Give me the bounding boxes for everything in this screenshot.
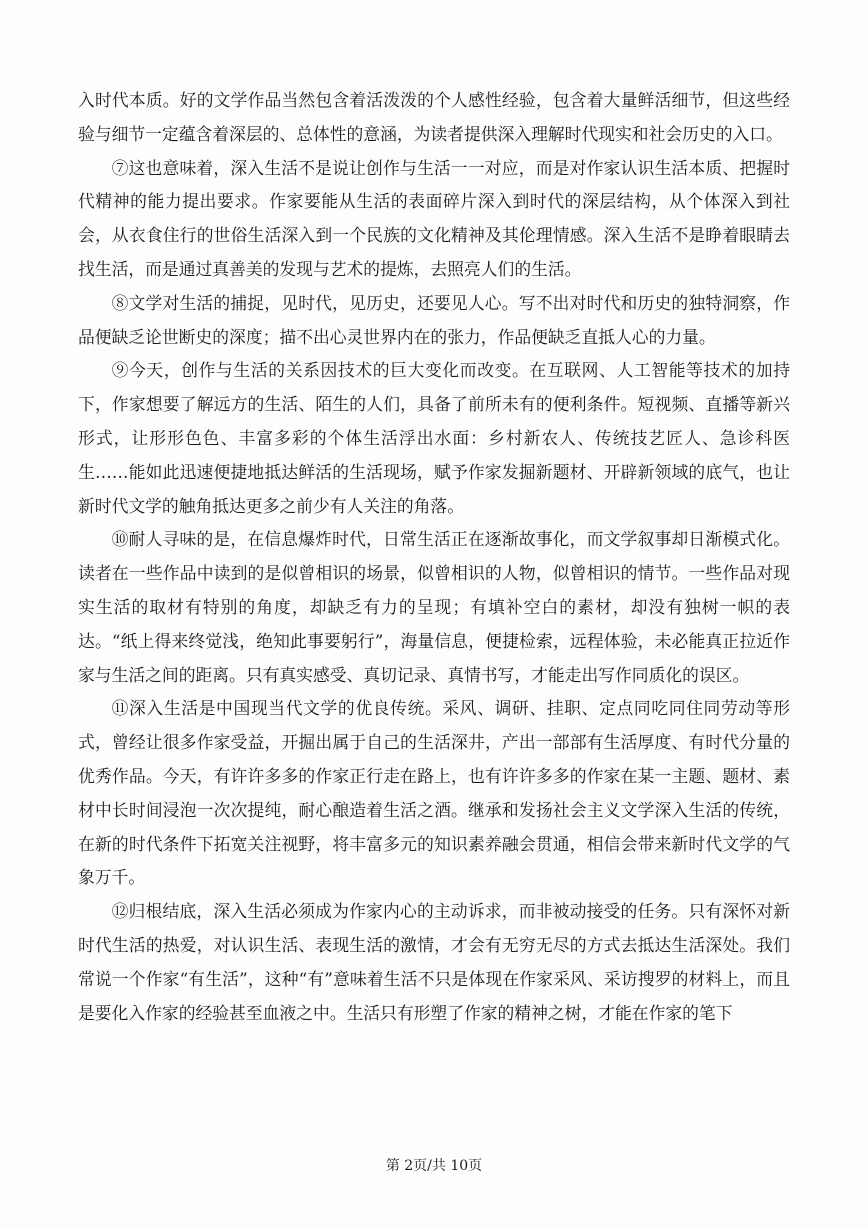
paragraph-9: ⑨今天，创作与生活的关系因技术的巨大变化而改变。在互联网、人工智能等技术的加持下，作家想要了解远方的生活、陌生的人们，具备了前所未有的便利条件。短视频、直播等新兴形式，让形形色色、丰富多彩的个体生活浮出水面：乡村新农人、传统技艺匠人、急诊科医生……能如此迅速便捷地抵达鲜活的生活现场，赋予作家发掘新题材、开辟新领域的底气，也让新时代文学的触角抵达更多之前少有人关注的角落。 xyxy=(78,360,790,516)
document-body xyxy=(78,84,790,1030)
paragraph-7: ⑦这也意味着，深入生活不是说让创作与生活一一对应，而是对作家认识生活本质、把握时代精神的能力提出要求。作家要能从生活的表面碎片深入到时代的深层结构，从个体深入到社会，从衣食住行的世俗生活深入到一个民族的文化精神及其伦理情感。深入生活不是睁着眼睛去找生活，而是通过真善美的发现与艺术的提炼，去照亮人们的生活。 xyxy=(78,157,790,279)
page-number: 第 2页/共 10页 xyxy=(385,1158,483,1174)
paragraph-11: ⑪深入生活是中国现当代文学的优良传统。采风、调研、挂职、定点同吃同住同劳动等形式，曾经让很多作家受益，开掘出属于自己的生活深井，产出一部部有生活厚度、有时代分量的优秀作品。今天，有许许多多的作家正行走在路上，也有许许多多的作家在某一主题、题材、素材中长时间浸泡一次次提纯，耐心酿造着生活之酒。继承和发扬社会主义文学深入生活的传统，在新的时代条件下拓宽关注视野，将丰富多元的知识素养融会贯通，相信会带来新时代文学的气象万千。 xyxy=(78,698,790,888)
paragraph-10: ⑩耐人寻味的是，在信息爆炸时代，日常生活正在逐渐故事化，而文学叙事却日渐模式化。读者在一些作品中读到的是似曾相识的场景，似曾相识的人物，似曾相识的情节。一些作品对现实生活的取材有特别的角度，却缺乏有力的呈现；有填补空白的素材，却没有独树一帜的表达。“纸上得来终觉浅，绝知此事要躬行”，海量信息，便捷检索，远程体验，未必能真正拉近作家与生活之间的距离。只有真实感受、真切记录、真情书写，才能走出写作同质化的误区。 xyxy=(78,529,790,685)
paragraph-8: ⑧文学对生活的捕捉，见时代，见历史，还要见人心。写不出对时代和历史的独特洞察，作品便缺乏论世断史的深度；描不出心灵世界内在的张力，作品便缺乏直抵人心的力量。 xyxy=(78,292,790,347)
paragraph-continuation: 入时代本质。好的文学作品当然包含着活泼泼的个人感性经验，包含着大量鲜活细节，但这些经验与细节一定蕴含着深层的、总体性的意涵，为读者提供深入理解时代现实和社会历史的入口。 xyxy=(78,90,790,144)
paragraph-12: ⑫归根结底，深入生活必须成为作家内心的主动诉求，而非被动接受的任务。只有深怀对新时代生活的热爱，对认识生活、表现生活的激情，才会有无穷无尽的方式去抵达生活深处。我们常说一个作家“有生活”，这种“有”意味着生活不只是体现在作家采风、采访搜罗的材料上，而且是要化入作家的经验甚至血液之中。生活只有形塑了作家的精神之树，才能在作家的笔下 xyxy=(78,901,790,1023)
